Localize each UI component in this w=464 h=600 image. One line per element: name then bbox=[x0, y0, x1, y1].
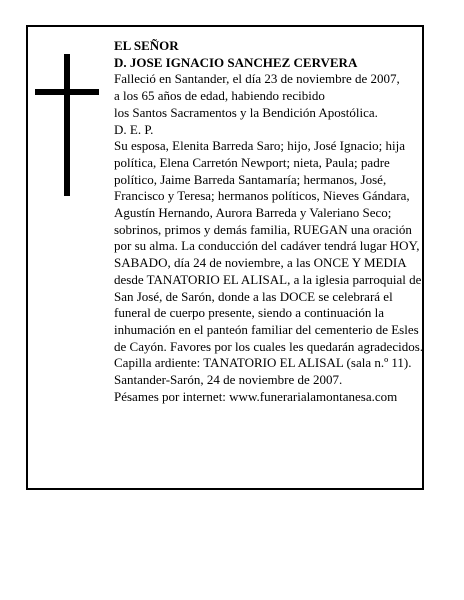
notice-heading: EL SEÑOR bbox=[114, 38, 179, 53]
intro-line-3: los Santos Sacramentos y la Bendición Apostólica. bbox=[114, 104, 378, 120]
deceased-name: D. JOSE IGNACIO SANCHEZ CERVERA bbox=[114, 54, 358, 70]
dep-line: D. E. P. bbox=[114, 121, 154, 137]
family-and-service-details: Su esposa, Elenita Barreda Saro; hijo, José Ignacio; hija política, Elena Carretón Newport; nieta, Paula; padre político, Jaime Barreda Santamaría; hermanos, José, Francisco y Teresa; hermanos políticos, Nieves Gándara, Agustín Hernando, Aurora Barreda y Valeriano Seco; sobrinos, primos y demás familia, RUEGAN una oración por su alma. La conducción del cadáver tendrá lugar HOY, SABADO, día 24 de noviembre, a las ONCE Y MEDIA desde TANATORIO EL ALISAL, a la iglesia parroquial de San José, de Sarón, donde a las DOCE se celebrará el funeral de cuerpo presente, siendo a continuación la inhumación en el panteón familiar del cementerio de Esles de Cayón. Favores por los cuales les quedarán agradecidos. Capilla ardiente: TANATORIO EL ALISAL (sala n.º 11). bbox=[114, 138, 424, 371]
condolences-line: Pésames por internet: www.funerarialamontanesa.com bbox=[114, 388, 398, 404]
cross-horizontal-bar bbox=[35, 89, 99, 95]
intro-line-1: Falleció en Santander, el día 23 de noviembre de 2007, bbox=[114, 71, 400, 87]
place-date: Santander-Sarón, 24 de noviembre de 2007. bbox=[114, 372, 343, 388]
latin-cross-icon bbox=[35, 54, 99, 196]
obituary-text bbox=[114, 38, 424, 405]
intro-line-2: a los 65 años de edad, habiendo recibido bbox=[114, 88, 325, 104]
cross-vertical-bar bbox=[64, 54, 70, 196]
